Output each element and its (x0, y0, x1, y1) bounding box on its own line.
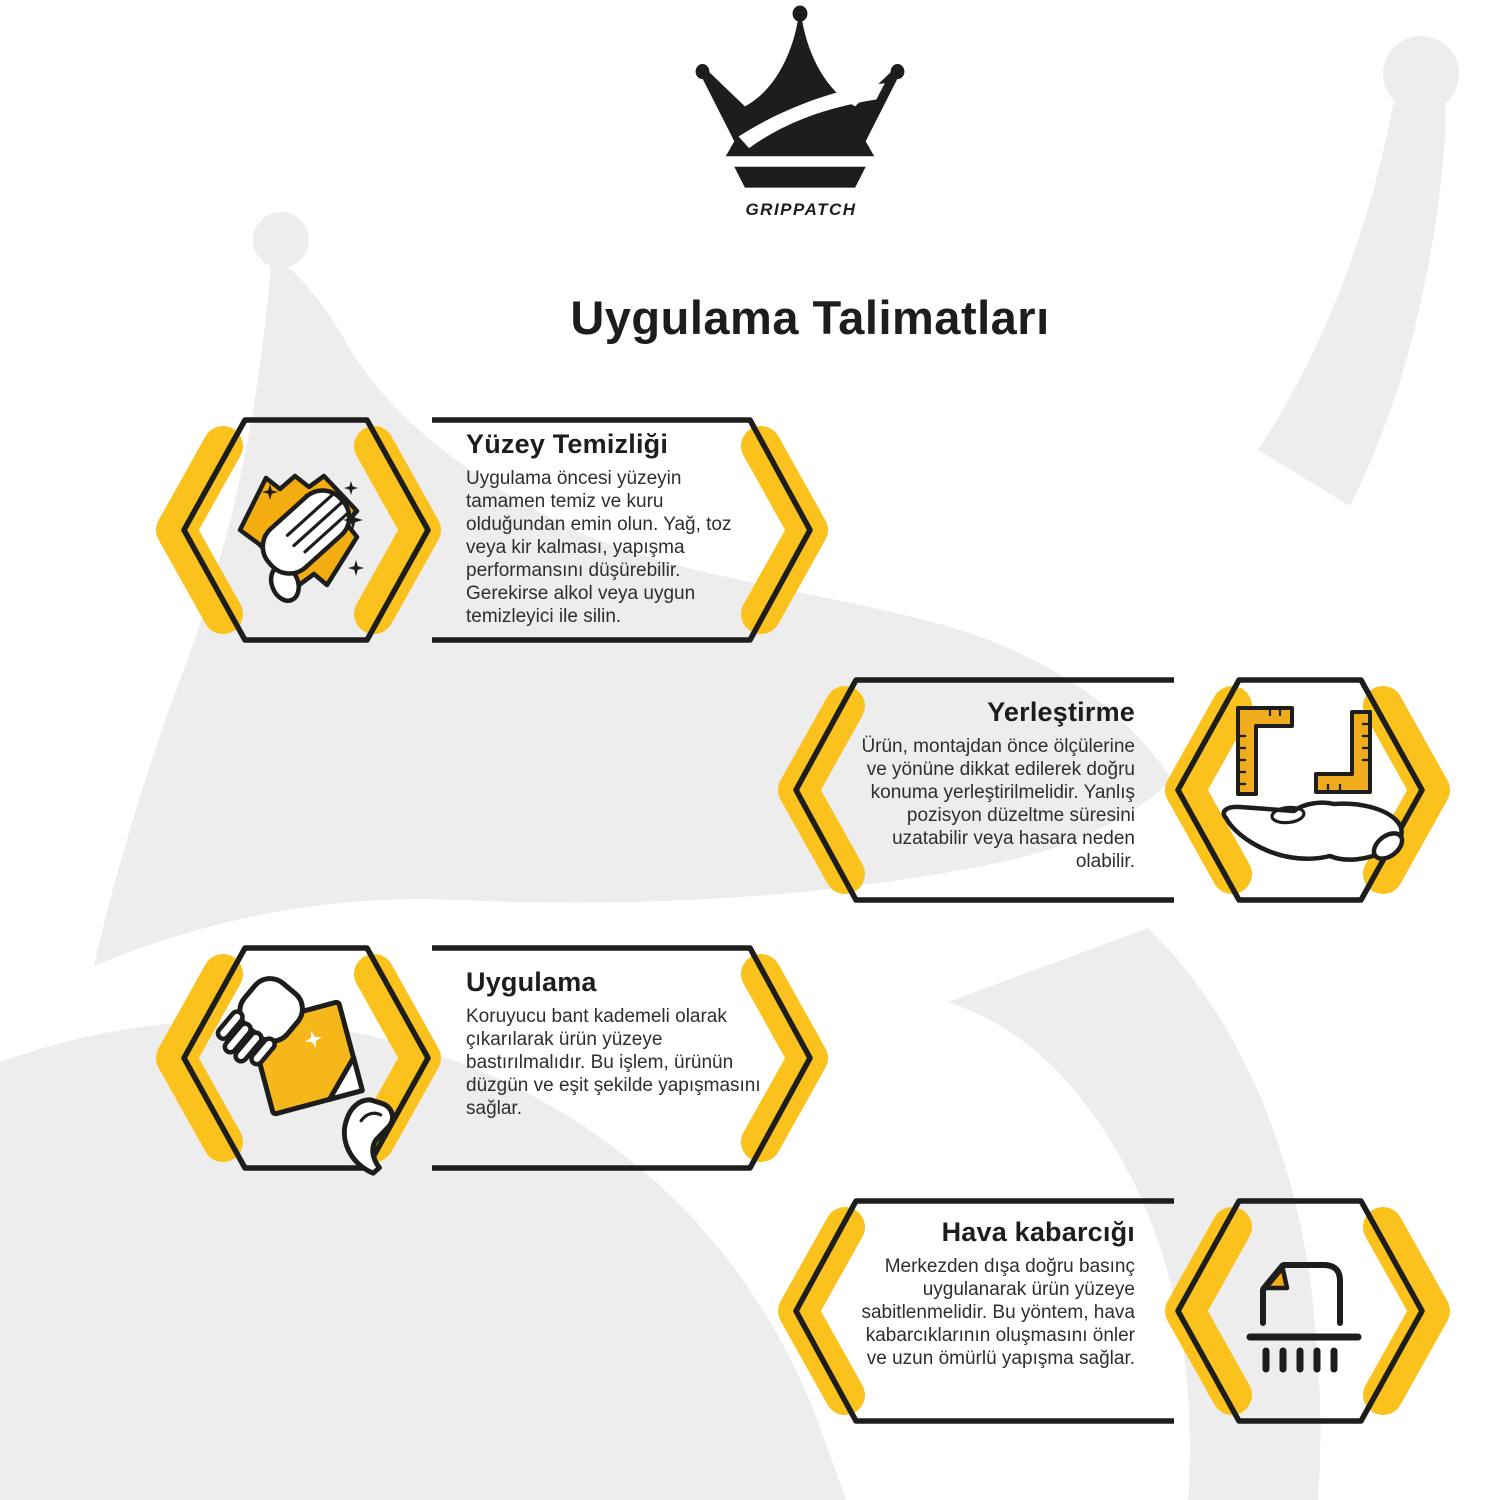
step-3-title: Uygulama (466, 967, 597, 997)
step-1-title: Yüzey Temizliği (466, 429, 669, 459)
step-2-description: Ürün, montajdan önce ölçülerine ve yönüne dikkat edilerek doğru konuma yerleştirilmelidir. Yanlış pozisyon düzeltme süresini uzatabilir veya hasara neden olabilir. (861, 736, 1135, 872)
step-1-description: Uygulama öncesi yüzeyin tamamen temiz ve kuru olduğundan emin olun. Yağ, toz veya kir kalması, yapışma performansını düşürebilir. Gerekirse alkol veya uygun temizleyici ile silin. (466, 468, 732, 627)
chevron-right-icon (761, 974, 808, 1142)
step-3-description: Koruyucu bant kademeli olarak çıkarılarak ürün yüzeye bastırılmalıdır. Bu işlem, ürünün düzgün ve eşit şekilde yapışmasını sağlar. (466, 1006, 761, 1119)
step-3-text (466, 967, 768, 1120)
step-2-title: Yerleştirme (987, 697, 1135, 727)
page-title: Uygulama Talimatları (570, 291, 1050, 344)
step-4-title: Hava kabarcığı (941, 1217, 1135, 1247)
step-4-text (805, 1217, 1135, 1370)
step-4-description: Merkezden dışa doğru basınç uygulanarak ürün yüzeye sabitlenmelidir. Bu yöntem, hava kabarcıklarının oluşmasını önler ve uzun ömürlü yapışma sağlar. (861, 1256, 1135, 1369)
step-1-text (466, 429, 768, 628)
step-2-text (805, 697, 1135, 873)
brand-crown-logo (696, 5, 905, 187)
chevron-right-icon (761, 446, 808, 614)
brand-name: GRIPPATCH (745, 200, 857, 219)
